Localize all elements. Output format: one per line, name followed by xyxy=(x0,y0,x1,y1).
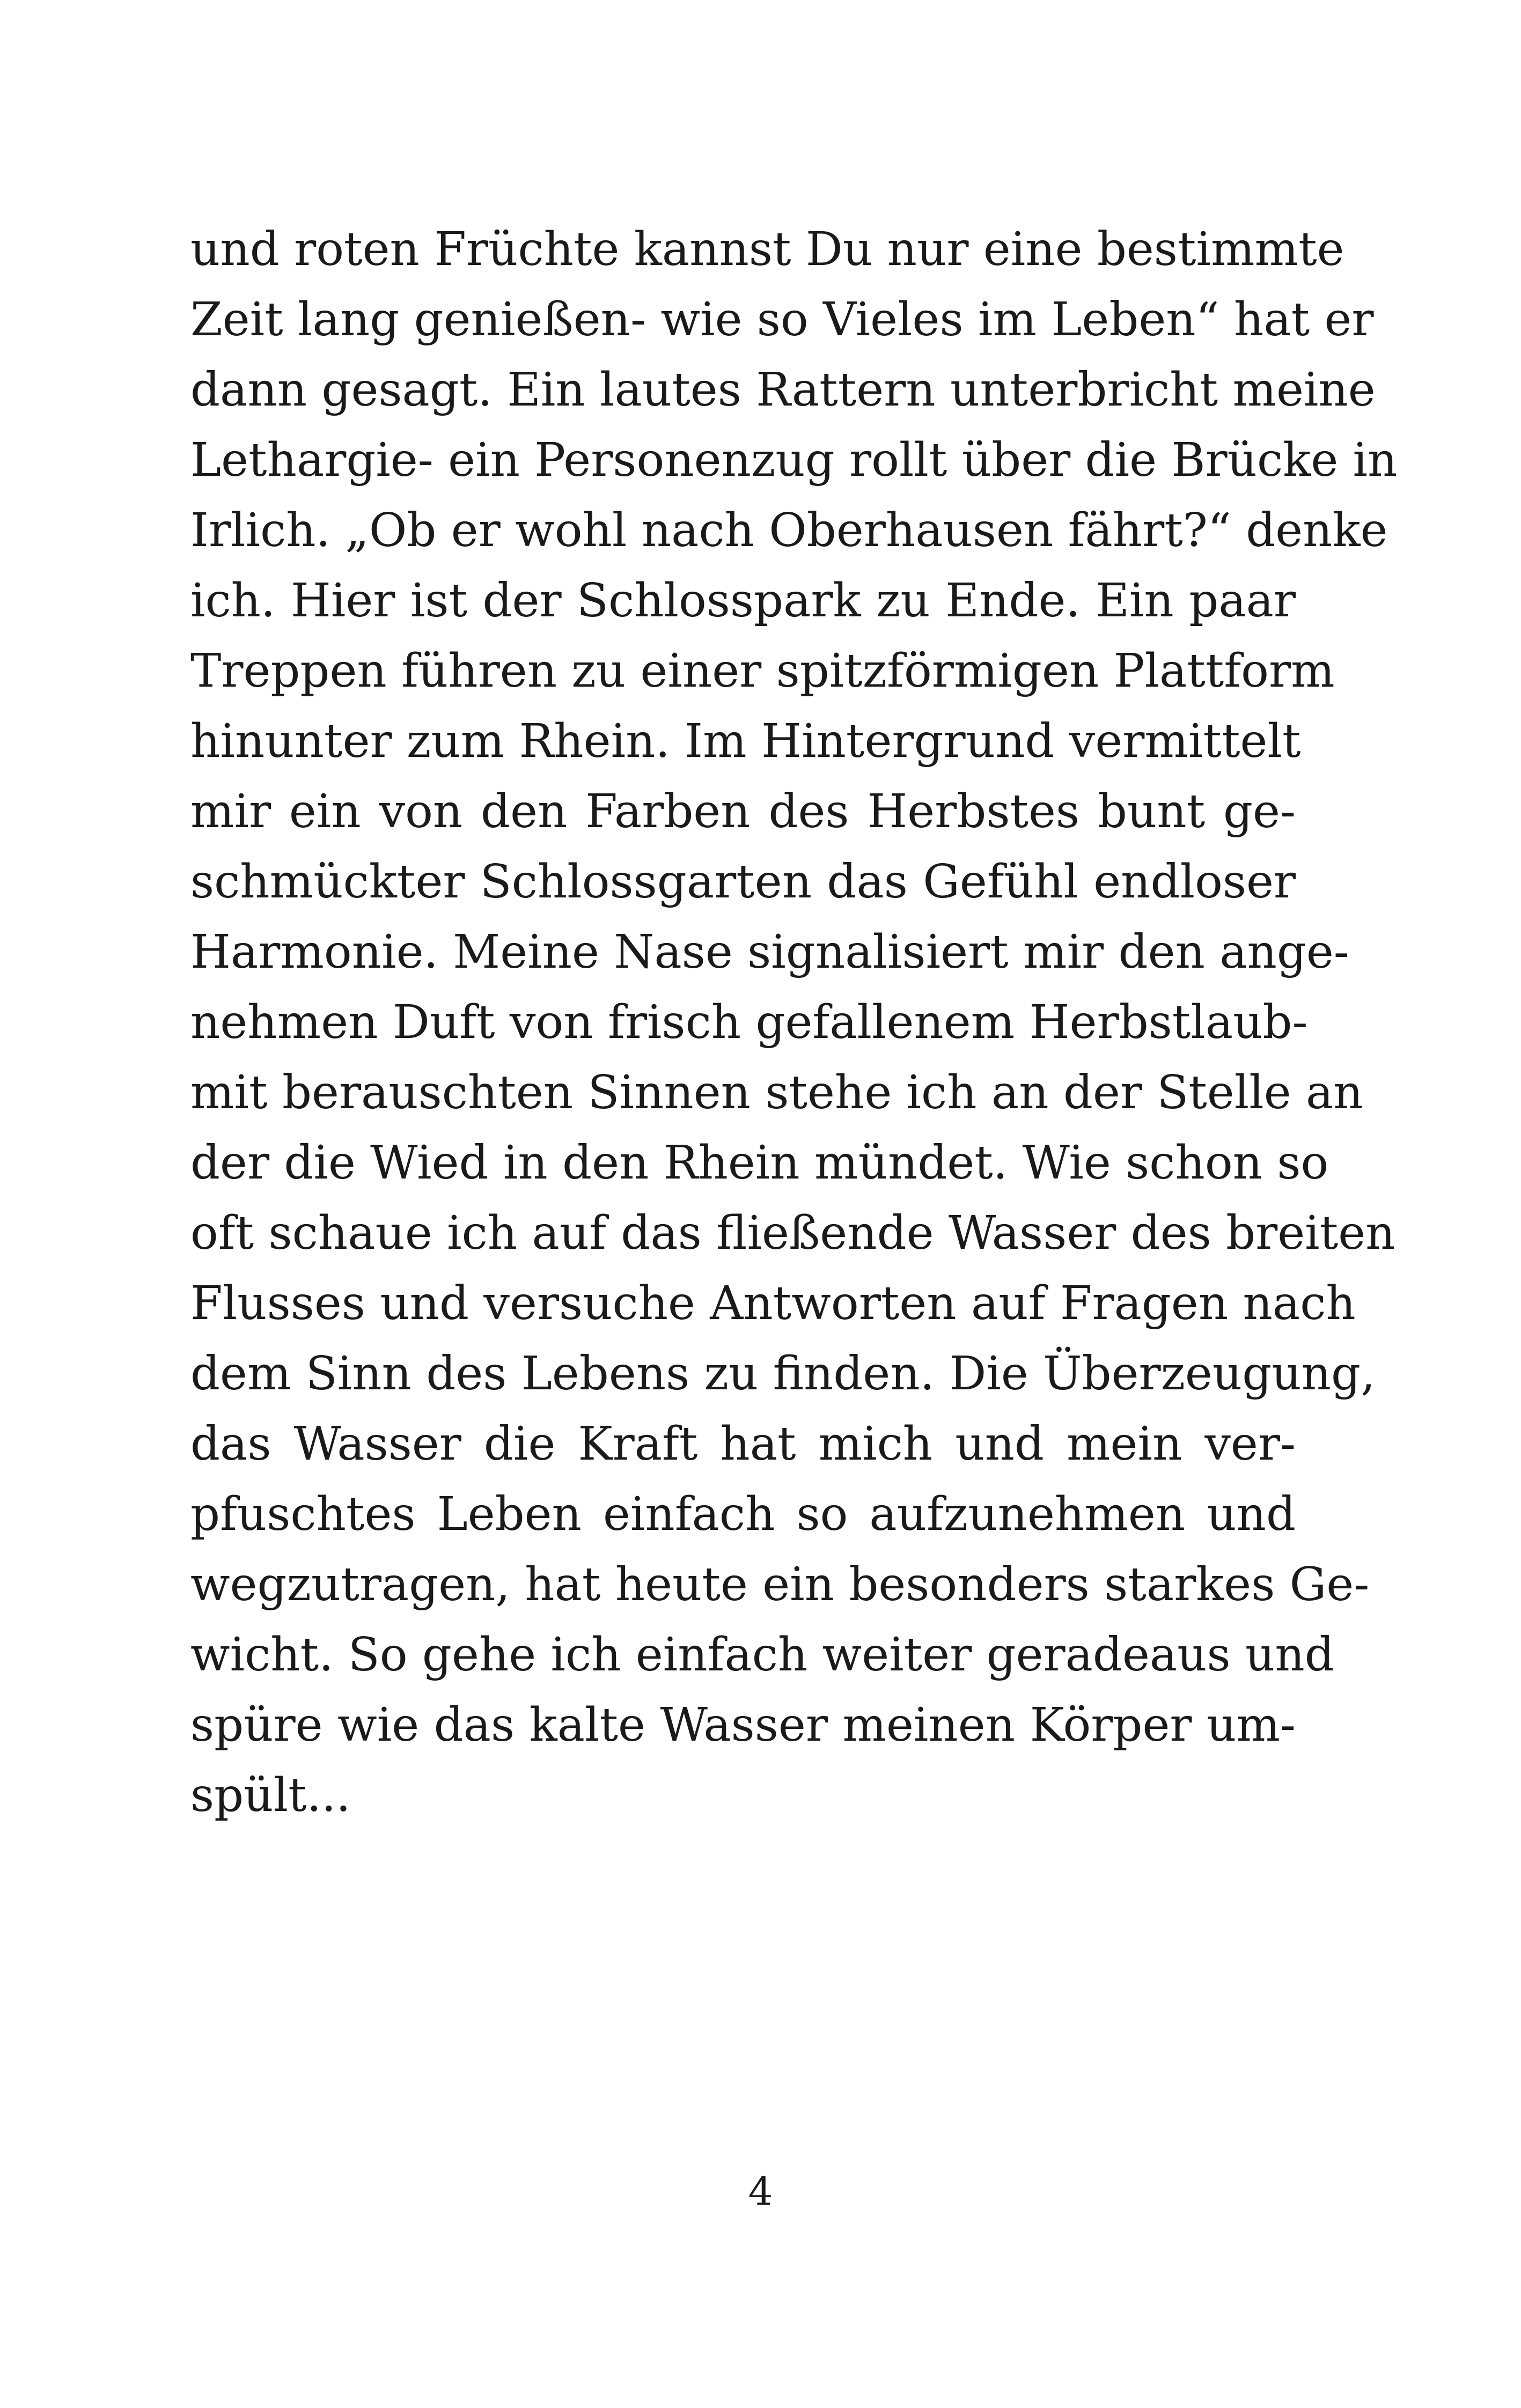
text-line: nehmen Duft von frisch gefallenem Herbstlaub- xyxy=(190,996,1308,1049)
text-line: mit berauschten Sinnen stehe ich an der Stelle an xyxy=(190,1066,1363,1120)
text-line: und roten Früchte kannst Du nur eine bestimmte xyxy=(190,223,1344,276)
text-line: wicht. So gehe ich einfach weiter geradeaus und xyxy=(190,1628,1334,1682)
text-line: mir ein von den Farben des Herbstes bunt ge- xyxy=(190,785,1296,838)
text-line: Lethargie- ein Personenzug rollt über die Brücke in xyxy=(190,433,1398,487)
text-line: spült... xyxy=(190,1769,351,1822)
text-line: Treppen führen zu einer spitzförmigen Plattform xyxy=(190,644,1335,698)
text-line: Irlich. „Ob er wohl nach Oberhausen fährt?“ denke xyxy=(190,504,1388,557)
text-line: hinunter zum Rhein. Im Hintergrund vermittelt xyxy=(190,715,1301,768)
text-line: oft schaue ich auf das fließende Wasser des breiten xyxy=(190,1206,1395,1260)
text-line: schmückter Schlossgarten das Gefühl endloser xyxy=(190,855,1296,909)
text-line: wegzutragen, hat heute ein besonders starkes Ge- xyxy=(190,1558,1370,1611)
text-line: der die Wied in den Rhein mündet. Wie schon so xyxy=(190,1136,1329,1190)
text-line: dann gesagt. Ein lautes Rattern unterbricht meine xyxy=(190,363,1376,417)
text-line: ich. Hier ist der Schlosspark zu Ende. Ein paar xyxy=(190,574,1296,628)
text-line: dem Sinn des Lebens zu finden. Die Überzeugung, xyxy=(190,1347,1376,1401)
text-line: Flusses und versuche Antworten auf Fragen nach xyxy=(190,1277,1356,1330)
body-text xyxy=(190,215,1398,1831)
text-line: spüre wie das kalte Wasser meinen Körper um- xyxy=(190,1698,1296,1752)
text-line: das Wasser die Kraft hat mich und mein ver- xyxy=(190,1417,1296,1471)
page-number: 4 xyxy=(748,2169,773,2214)
text-line: pfuschtes Leben einfach so aufzunehmen und xyxy=(190,1487,1296,1541)
text-line: Zeit lang genießen- wie so Vieles im Leben“ hat er xyxy=(190,293,1374,347)
text-line: Harmonie. Meine Nase signalisiert mir den ange- xyxy=(190,925,1349,979)
